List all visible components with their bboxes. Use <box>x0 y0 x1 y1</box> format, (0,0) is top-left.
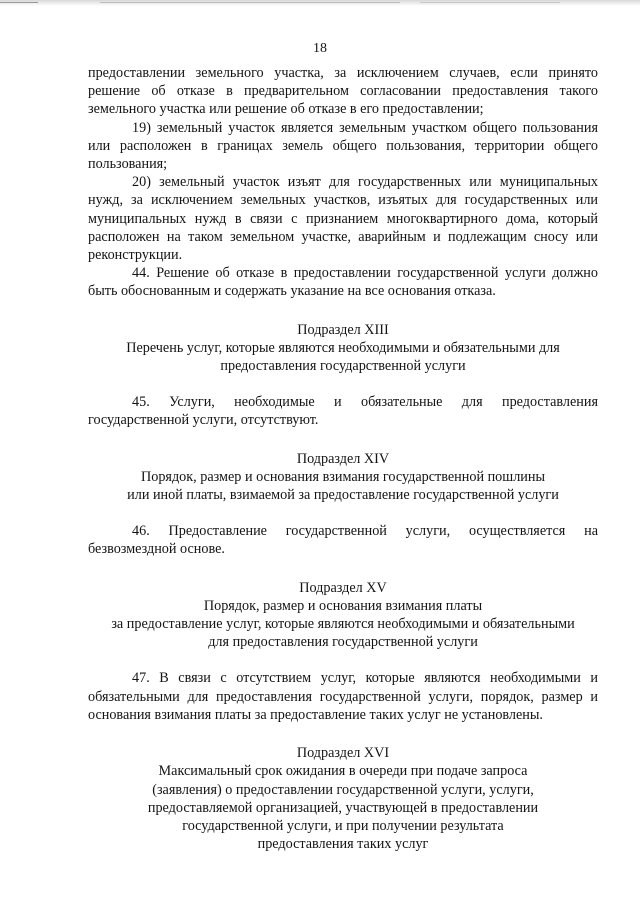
subsection-title: Подраздел XV <box>299 579 387 596</box>
document-body <box>88 64 598 871</box>
paragraph-47: 47. В связи с отсутствием услуг, которые являются необходимыми и обязательными для предоставления государственной услуги, порядок, размер и основания взимания платы за предоставление таких услуг не установлены. <box>88 670 598 723</box>
subsection-14 <box>88 450 598 505</box>
scan-noise-mark <box>420 2 560 3</box>
scan-noise-mark <box>100 2 400 3</box>
subsection-heading: Максимальный срок ожидания в очереди при подаче запроса (заявления) о предоставлении государственной услуги, услуги, предоставляемой организацией, участвующей в предоставлении государственной услуги, и при получении результата предоставления таких услуг <box>147 763 539 853</box>
subsection-15 <box>88 579 598 652</box>
subsection-title: Подраздел XIV <box>296 450 390 467</box>
paragraph-46: 46. Предоставление государственной услуги, осуществляется на безвозмездной основе. <box>88 523 598 558</box>
subsection-title: Подраздел XIII <box>297 321 389 338</box>
scan-noise-mark <box>0 2 38 3</box>
paragraph-45: 45. Услуги, необходимые и обязательные для предоставления государственной услуги, отсутствуют. <box>88 394 598 429</box>
subsection-13 <box>88 321 598 376</box>
subsection-heading: Порядок, размер и основания взимания государственной пошлины или иной платы, взимаемой за предоставление государственной услуги <box>127 468 559 504</box>
paragraph-continuation: предоставлении земельного участка, за исключением случаев, если принято решение об отказе в предварительном согласовании предоставления такого земельного участка или решение об отказе в его предоставлении; <box>88 65 598 118</box>
scan-top-edge <box>0 0 640 6</box>
subsection-heading: Перечень услуг, которые являются необходимыми и обязательными для предоставления государственной услуги <box>126 339 560 375</box>
paragraph-item-19: 19) земельный участок является земельным участком общего пользования или расположен в границах земель общего пользования, территории общего пользования; <box>88 119 598 173</box>
paragraph-44: 44. Решение об отказе в предоставлении государственной услуги должно быть обоснованным и содержать указание на все основания отказа. <box>88 265 598 300</box>
subsection-heading: Порядок, размер и основания взимания платы за предоставление услуг, которые являются необходимыми и обязательными для предоставления государственной услуги <box>111 597 575 651</box>
subsection-16 <box>88 744 598 853</box>
page-number: 18 <box>313 41 327 56</box>
paragraph-item-20: 20) земельный участок изъят для государственных или муниципальных нужд, за исключением земельных участков, изъятых для государственных или муниципальных нужд в связи с признанием многоквартирного дома, который расположен на таком земельном участке, аварийным и подлежащим сносу или реконструкции. <box>88 174 598 264</box>
subsection-title: Подраздел XVI <box>296 745 390 762</box>
